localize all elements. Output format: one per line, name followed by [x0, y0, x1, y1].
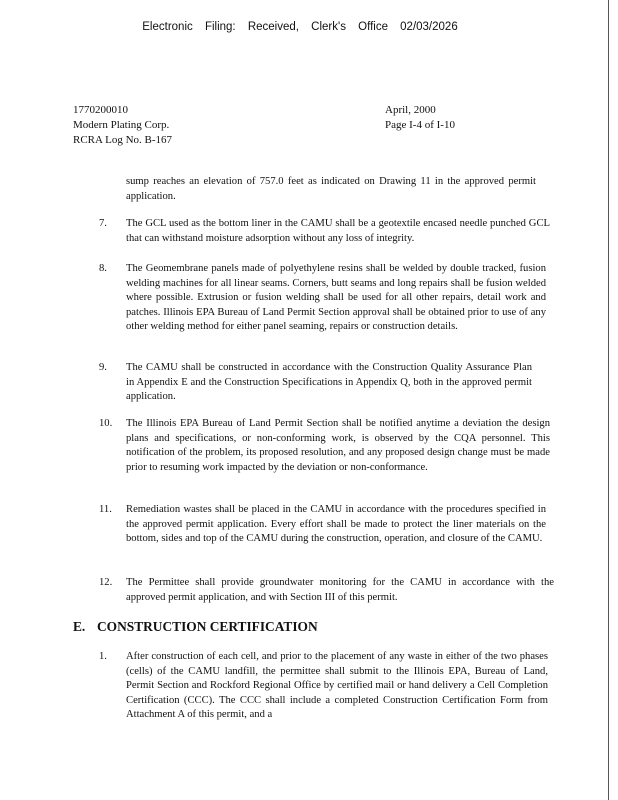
section-title: CONSTRUCTION CERTIFICATION	[97, 619, 318, 634]
continuation-paragraph: sump reaches an elevation of 757.0 feet as indicated on Drawing 11 in the approved permit application.	[126, 176, 536, 202]
item-text: The CAMU shall be constructed in accordance with the Construction Quality Assurance Plan in Appendix E and the Construction Specifications in Appendix Q, both in the approved permit application.	[126, 362, 532, 403]
item-number: 8.	[99, 263, 107, 274]
header-right-block	[385, 103, 455, 133]
item-number: 10.	[99, 418, 113, 429]
item-text: Remediation wastes shall be placed in the CAMU in accordance with the procedures specified in the approved permit application. Every effort shall be made to protect the liner materials on the bottom, sides and top of the CAMU during the construction, operation, and closure of the CAMU.	[126, 504, 546, 545]
item-number: 7.	[99, 218, 107, 229]
filing-stamp-banner: Electronic Filing: Received, Clerk's Office 02/03/2026	[142, 21, 458, 33]
log-number: RCRA Log No. B-167	[73, 134, 173, 146]
permit-number: 1770200010	[73, 104, 128, 116]
item-text: The Illinois EPA Bureau of Land Permit Section shall be notified anytime a deviation the design plans and specifications, or non-conforming work, is observed by the CQA personnel. This notification of the problem, its proposed resolution, and any proposed design change must be made prior to resuming work impacted by the deviation or non-conformance.	[126, 418, 550, 473]
header-left-block	[73, 103, 172, 148]
page-number: Page I-4 of I-10	[385, 119, 455, 131]
document-date: April, 2000	[385, 104, 436, 116]
item-number: 12.	[99, 577, 113, 588]
item-text: The Permittee shall provide groundwater monitoring for the CAMU in accordance with the approved permit application, and with Section III of this permit.	[126, 577, 554, 603]
section-heading	[73, 619, 318, 635]
item-text: The Geomembrane panels made of polyethylene resins shall be welded by double tracked, fusion welding machines for all linear seams. Corners, butt seams and long repairs shall be fusion welded where possible. Extrusion or fusion welding shall be used for all other repairs, detail work and patches. Illinois EPA Bureau of Land Permit Section approval shall be obtained prior to use of any other welding method for either panel seaming, repairs or construction details.	[126, 263, 546, 333]
item-text: The GCL used as the bottom liner in the CAMU shall be a geotextile encased needle punched GCL that can withstand moisture adsorption without any loss of integrity.	[126, 218, 550, 244]
cert-item-text: After construction of each cell, and prior to the placement of any waste in either of the two phases (cells) of the CAMU landfill, the permittee shall submit to the Illinois EPA, Bureau of Land, Permit Section and Rockford Regional Office by certified mail or hand delivery a Cell Completion Certification (CCC). The CCC shall include a completed Construction Certification Form from Attachment A of this permit, and a	[126, 651, 548, 721]
item-number: 11.	[99, 504, 112, 515]
cert-item-number: 1.	[99, 651, 107, 662]
company-name: Modern Plating Corp.	[73, 119, 170, 131]
section-letter: E.	[73, 619, 86, 634]
item-number: 9.	[99, 362, 107, 373]
scan-edge-line	[608, 0, 609, 800]
